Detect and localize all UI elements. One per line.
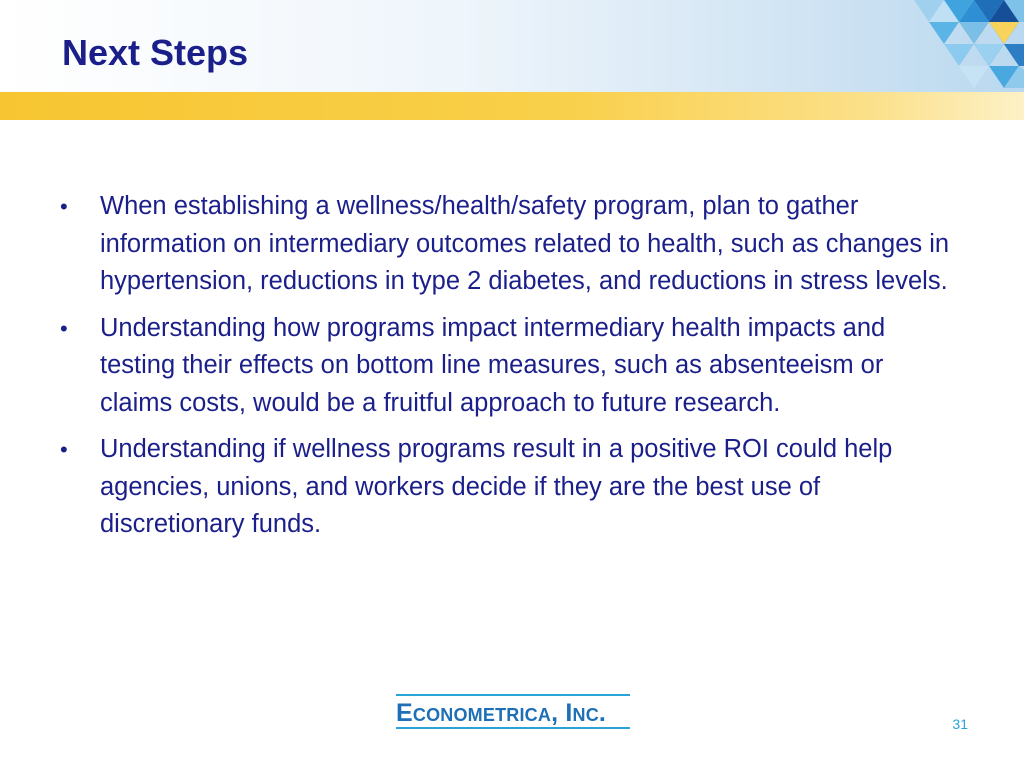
bullet-item (60, 310, 960, 423)
gold-accent-bar (0, 92, 1024, 120)
bullet-icon: • (60, 437, 68, 462)
bullet-item (60, 431, 960, 544)
bullet-item (60, 188, 960, 301)
logo-text: Econometrica, Inc. (396, 699, 607, 727)
bullet-icon: • (60, 315, 68, 341)
page-number: 31 (952, 716, 968, 732)
bullet-text: Understanding if wellness programs result in a positive ROI could help agencies, unions, and workers decide if they are the best use of discretionary funds. (100, 435, 893, 538)
bullet-list (60, 188, 960, 553)
geometric-corner-decoration (874, 0, 1024, 92)
page-title: Next Steps (62, 32, 249, 73)
logo-bottom-rule (396, 727, 630, 729)
bullet-text: Understanding how programs impact intermediary health impacts and testing their effects on bottom line measures, such as absenteeism or claims costs, would be a fruitful approach to future research. (100, 313, 886, 417)
econometrica-logo (396, 694, 630, 730)
bullet-text: When establishing a wellness/health/safety program, plan to gather information on intermediary outcomes related to health, such as changes in hypertension, reductions in type 2 diabetes, and reductions in stress levels. (100, 192, 950, 295)
logo-top-rule (396, 694, 630, 696)
bullet-icon: • (60, 194, 68, 219)
